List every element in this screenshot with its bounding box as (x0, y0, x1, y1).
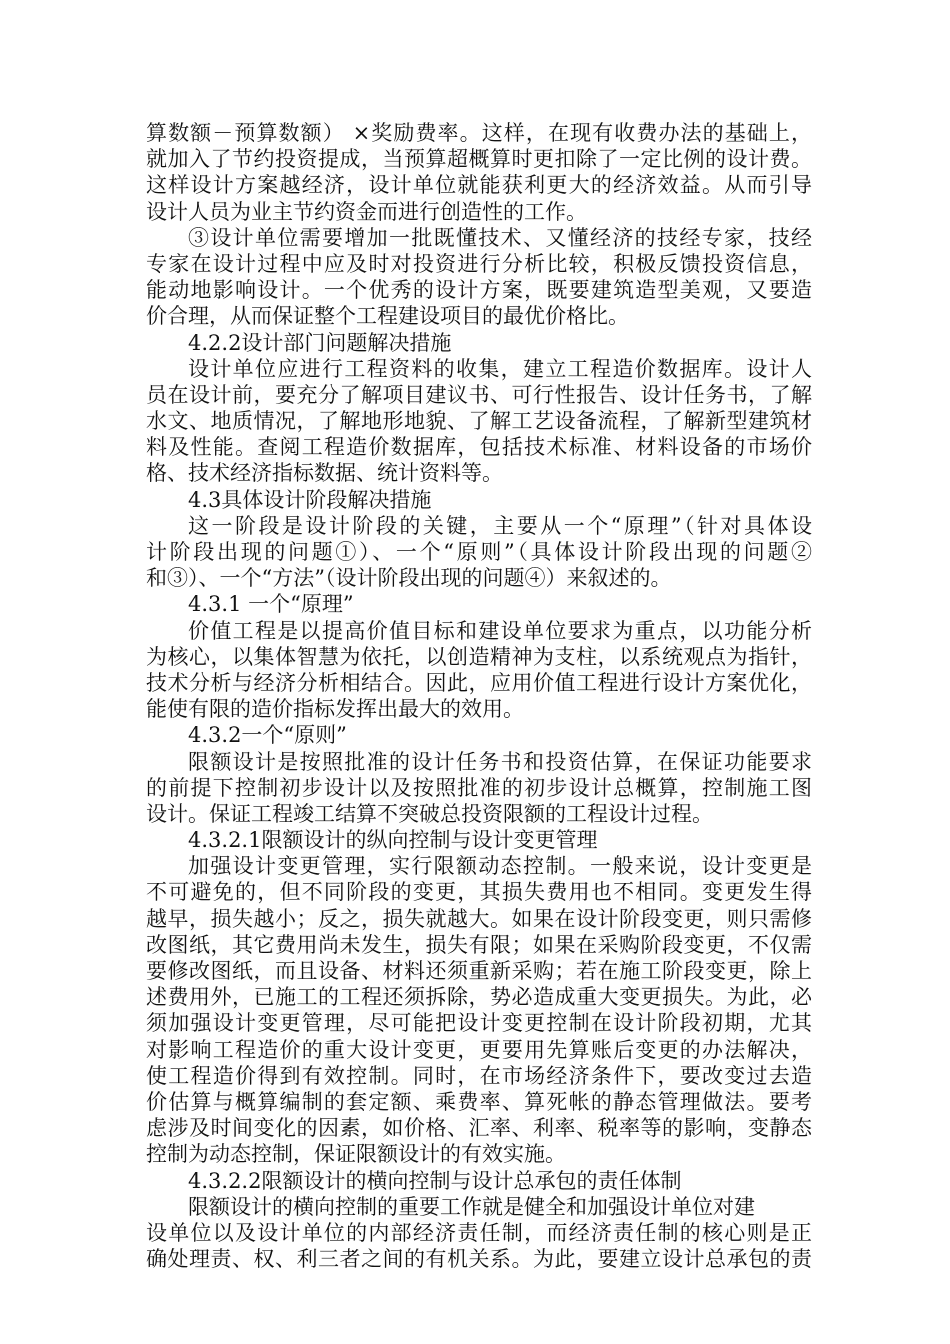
text-line: 和③）、一个“方法”（设计阶段出现的问题④）来叙述的。 (146, 566, 672, 591)
text-line: 4.3.2.1限额设计的纵向控制与设计变更管理 (188, 828, 598, 853)
text-line: 的前提下控制初步设计以及按照批准的初步设计总概算，控制施工图 (146, 775, 812, 800)
text-line: 不可避免的，但不同阶段的变更，其损失费用也不相同。变更发生得 (146, 880, 812, 905)
text-line: 加强设计变更管理，实行限额动态控制。一般来说，设计变更是 (188, 854, 812, 879)
text-line: 4.2.2设计部门问题解决措施 (188, 330, 452, 355)
text-line: 须加强设计变更管理，尽可能把设计变更控制在设计阶段初期，尤其 (146, 1011, 812, 1036)
text-line: 使工程造价得到有效控制。同时，在市场经济条件下，要改变过去造 (146, 1063, 812, 1088)
text-line: 4.3具体设计阶段解决措施 (188, 487, 432, 512)
text-line: 价估算与概算编制的套定额、乘费率、算死帐的静态管理做法。要考 (146, 1089, 812, 1114)
text-line: 设计。保证工程竣工结算不突破总投资限额的工程设计过程。 (146, 801, 713, 826)
text-line: 确处理责、权、利三者之间的有机关系。为此，要建立设计总承包的责 (146, 1247, 812, 1272)
text-line: 限额设计的横向控制的重要工作就是健全和加强设计单位对建 (188, 1194, 755, 1219)
text-line: 就加入了节约投资提成，当预算超概算时更扣除了一定比例的设计费。 (146, 147, 812, 172)
text-line: 改图纸，其它费用尚未发生，损失有限；如果在采购阶段变更，不仅需 (146, 932, 812, 957)
text-line: 4.3.1 一个“原理” (188, 592, 354, 617)
text-line: 专家在设计过程中应及时对投资进行分析比较，积极反馈投资信息， (146, 251, 812, 276)
text-line: 这样设计方案越经济，设计单位就能获利更大的经济效益。从而引导 (146, 173, 812, 198)
text-line: 虑涉及时间变化的因素，如价格、汇率、利率、税率等的影响，变静态 (146, 1116, 812, 1141)
text-line: 价合理，从而保证整个工程建设项目的最优价格比。 (146, 304, 629, 329)
text-line: 能动地影响设计。一个优秀的设计方案，既要建筑造型美观，又要造 (146, 278, 812, 303)
text-line: 技术分析与经济分析相结合。因此，应用价值工程进行设计方案优化， (146, 670, 812, 695)
text-line: 控制为动态控制，保证限额设计的有效实施。 (146, 1142, 566, 1167)
text-line: 限额设计是按照批准的设计任务书和投资估算，在保证功能要求 (188, 749, 812, 774)
text-line: 要修改图纸，而且设备、材料还须重新采购；若在施工阶段变更，除上 (146, 959, 812, 983)
text-line: 设单位以及设计单位的内部经济责任制，而经济责任制的核心则是正 (146, 1220, 812, 1245)
text-line: 这一阶段是设计阶段的关键，主要从一个“原理”（针对具体设 (188, 513, 812, 538)
text-line: 述费用外，已施工的工程还须拆除，势必造成重大变更损失。为此，必 (146, 985, 812, 1010)
text-line: 能使有限的造价指标发挥出最大的效用。 (146, 697, 524, 722)
text-line: 算数额－预算数额） ×奖励费率。这样，在现有收费办法的基础上， (146, 121, 812, 145)
text-line: 水文、地质情况，了解地形地貌、了解工艺设备流程，了解新型建筑材 (146, 409, 812, 434)
text-line: 格、技术经济指标数据、统计资料等。 (146, 461, 503, 486)
text-line: 价值工程是以提高价值目标和建设单位要求为重点，以功能分析 (188, 618, 812, 643)
text-line: ③设计单位需要增加一批既懂技术、又懂经济的技经专家，技经 (188, 225, 812, 250)
text-line: 为核心，以集体智慧为依托，以创造精神为支柱，以系统观点为指针， (146, 644, 812, 669)
text-line: 4.3.2一个“原则” (188, 723, 347, 748)
text-line: 员在设计前，要充分了解项目建议书、可行性报告、设计任务书，了解 (146, 382, 812, 407)
text-line: 4.3.2.2限额设计的横向控制与设计总承包的责任体制 (188, 1168, 682, 1193)
text-line: 料及性能。查阅工程造价数据库，包括技术标准、材料设备的市场价 (146, 435, 812, 460)
document-page (146, 120, 812, 1272)
text-line: 设计人员为业主节约资金而进行创造性的工作。 (146, 199, 587, 224)
text-line: 设计单位应进行工程资料的收集，建立工程造价数据库。设计人 (188, 356, 812, 381)
text-line: 计阶段出现的问题①）、一个“原则”（具体设计阶段出现的问题② (146, 540, 812, 564)
text-line: 越早，损失越小；反之，损失就越大。如果在设计阶段变更，则只需修 (146, 906, 812, 931)
text-line: 对影响工程造价的重大设计变更，更要用先算账后变更的办法解决， (146, 1037, 812, 1062)
